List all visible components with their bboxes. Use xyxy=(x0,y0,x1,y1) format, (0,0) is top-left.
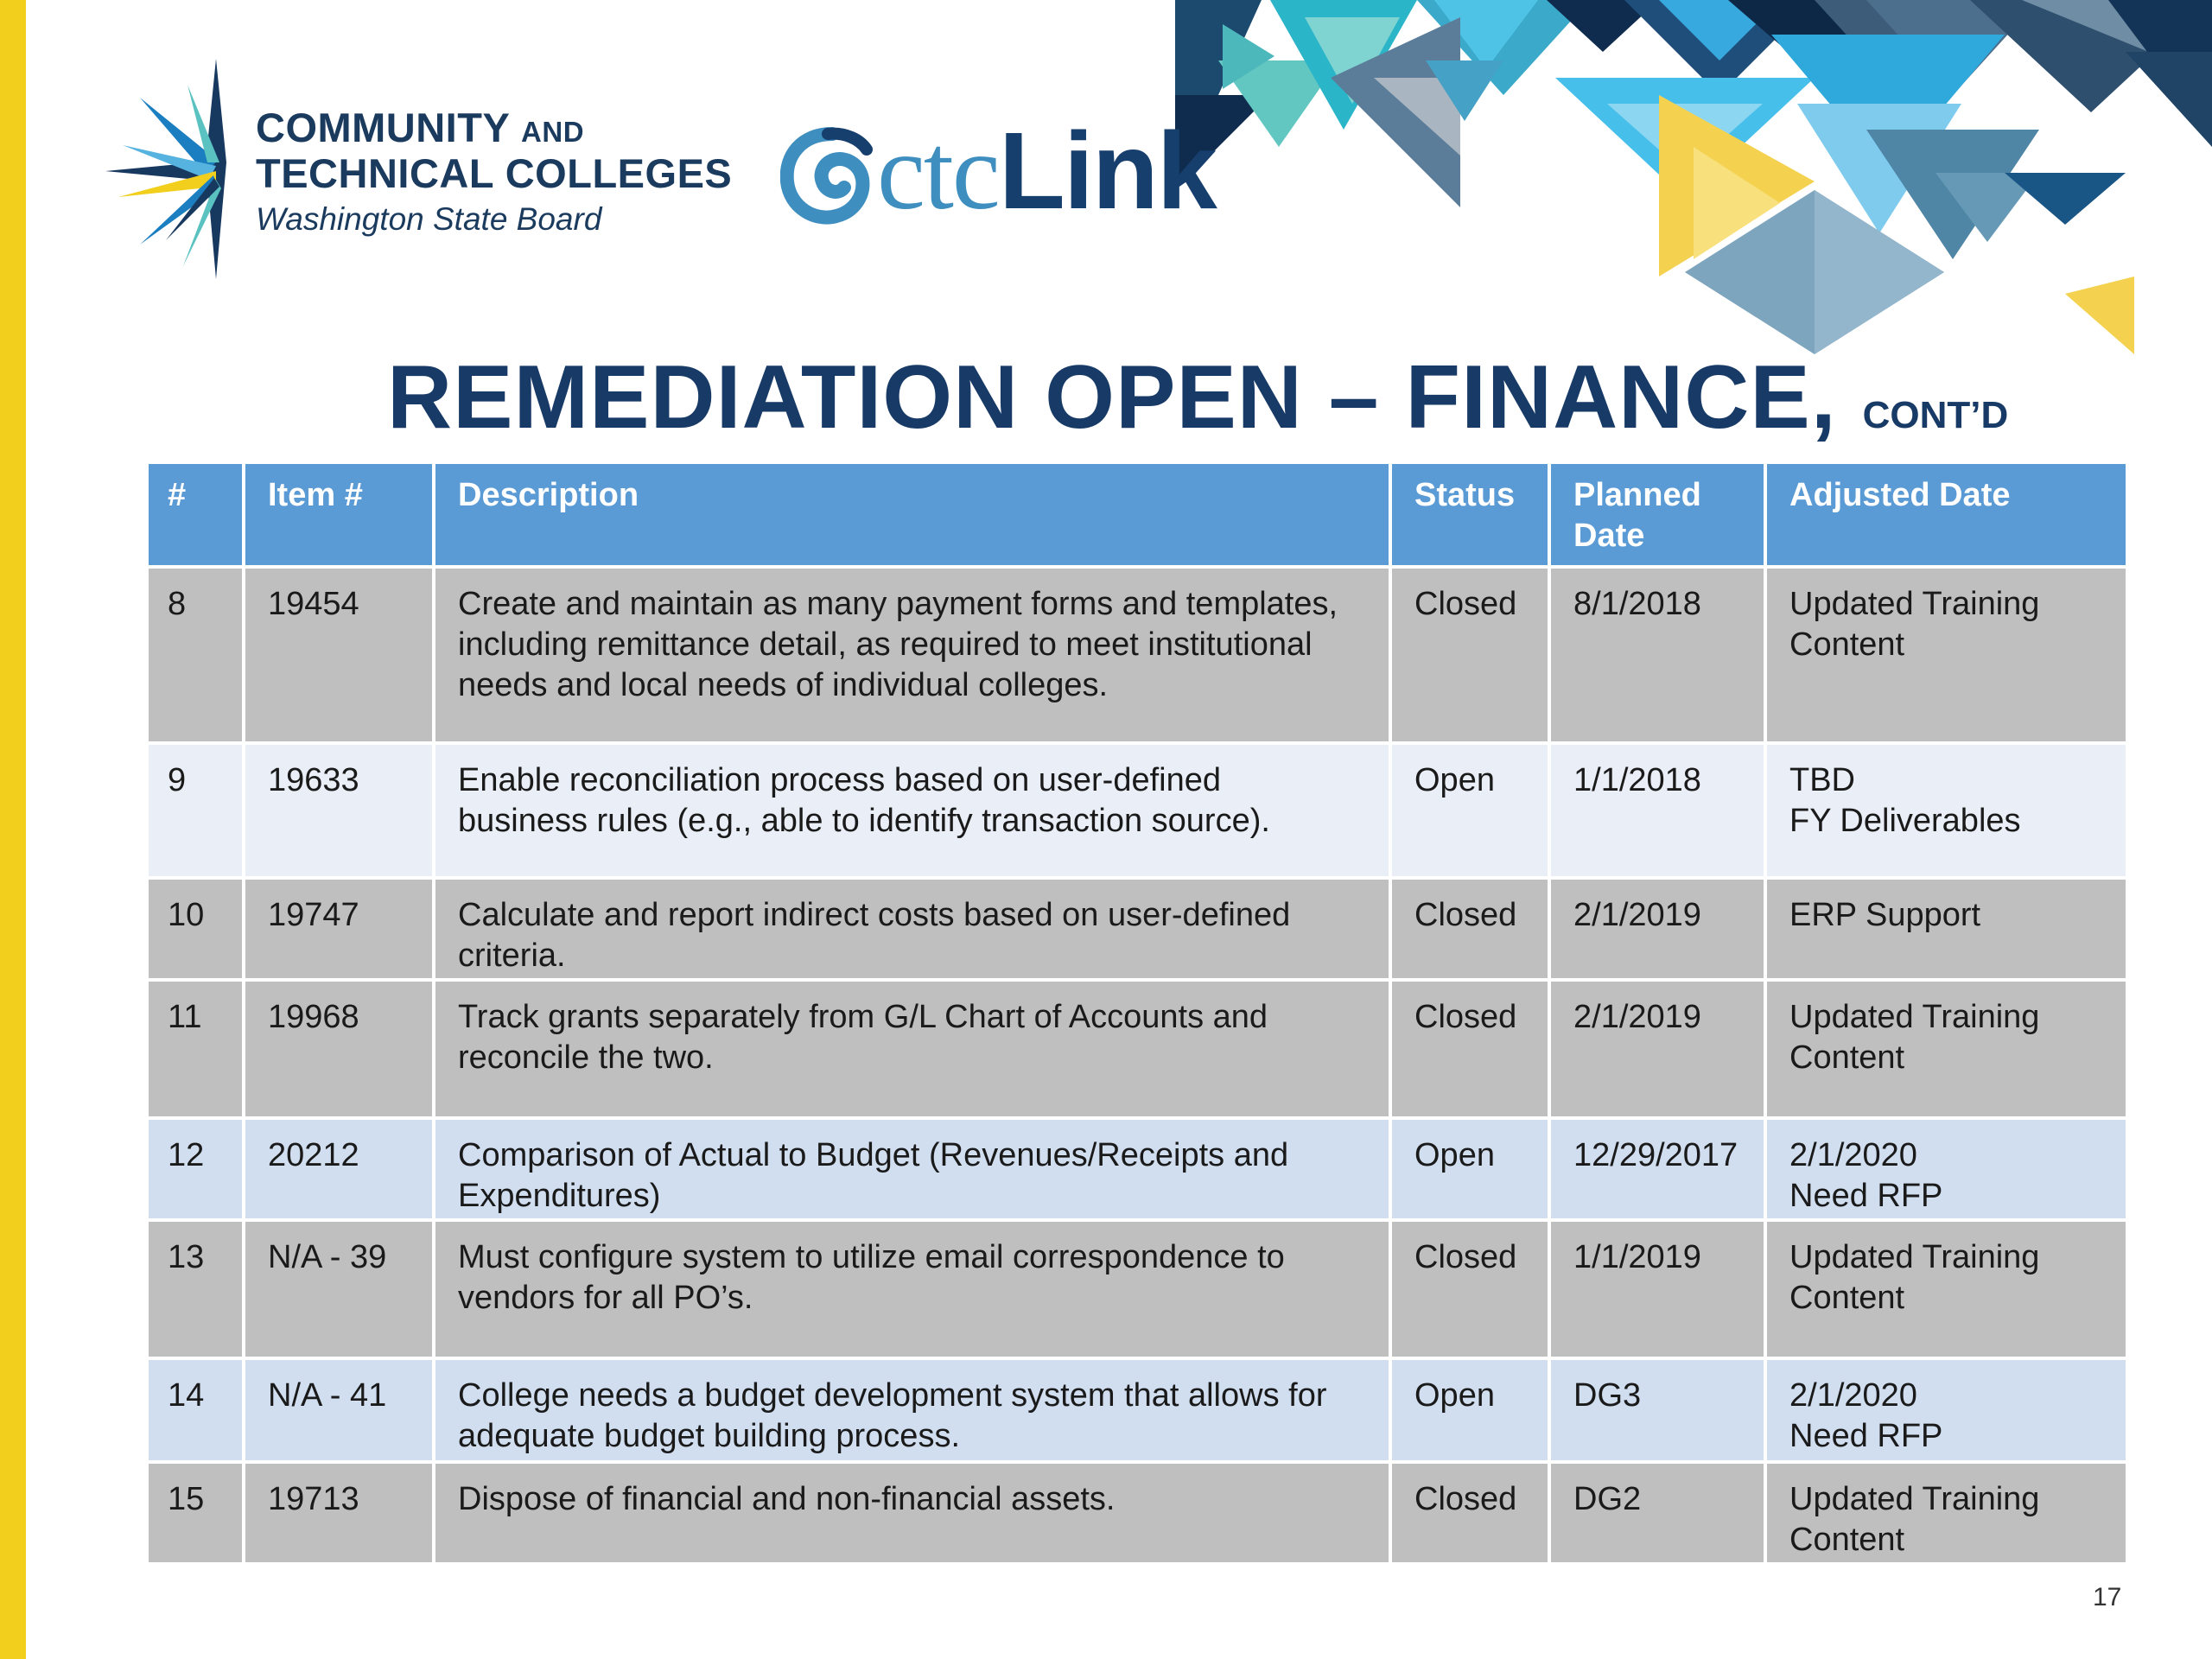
desc-line: Enable reconciliation process based on user-defined xyxy=(458,762,1221,798)
cell-item: N/A - 41 xyxy=(245,1360,432,1460)
cell-description xyxy=(435,569,1389,741)
cell-status: Open xyxy=(1392,1120,1548,1218)
adjusted-line: Need RFP xyxy=(1789,1418,1943,1454)
desc-line: Dispose of financial and non-financial assets. xyxy=(458,1481,1116,1517)
ctclink-logo-text xyxy=(877,111,1216,233)
cell-adjusted-date xyxy=(1767,880,2126,978)
desc-line: Must configure system to utilize email correspondence to xyxy=(458,1239,1285,1275)
cell-adjusted-date xyxy=(1767,1360,2126,1460)
cell-num: 13 xyxy=(149,1222,242,1357)
adjusted-line: Need RFP xyxy=(1789,1178,1943,1214)
cell-planned-date: 1/1/2018 xyxy=(1551,745,1764,876)
cell-status: Open xyxy=(1392,745,1548,876)
adjusted-line: Updated Training xyxy=(1789,1481,2040,1517)
desc-line: including remittance detail, as required to meet institutional xyxy=(458,626,1313,663)
col-header-planned-line2: Date xyxy=(1573,518,1645,554)
cell-item: 19747 xyxy=(245,880,432,978)
cell-planned-date: 2/1/2019 xyxy=(1551,880,1764,978)
desc-line: Expenditures) xyxy=(458,1178,661,1214)
cell-status: Closed xyxy=(1392,1222,1548,1357)
adjusted-line: Updated Training xyxy=(1789,1239,2040,1275)
adjusted-line: Content xyxy=(1789,626,1905,663)
cell-description xyxy=(435,1360,1389,1460)
logo-link: Link xyxy=(998,110,1216,232)
desc-line: adequate budget building process. xyxy=(458,1418,961,1454)
logo-line-state-board: Washington State Board xyxy=(256,201,602,237)
cell-planned-date: DG3 xyxy=(1551,1360,1764,1460)
adjusted-line: Content xyxy=(1789,1280,1905,1316)
logo-ctc: ctc xyxy=(877,112,999,232)
cell-planned-date: DG2 xyxy=(1551,1464,1764,1562)
cell-num: 9 xyxy=(149,745,242,876)
cell-status: Open xyxy=(1392,1360,1548,1460)
table-row xyxy=(149,745,2126,876)
col-header-status: Status xyxy=(1392,464,1548,565)
col-header-adjusted-date: Adjusted Date xyxy=(1767,464,2126,565)
desc-line: College needs a budget development system that allows for xyxy=(458,1377,1327,1414)
desc-line: business rules (e.g., able to identify transaction source). xyxy=(458,803,1270,839)
title-suffix: CONT’D xyxy=(1862,394,2009,436)
desc-line: Calculate and report indirect costs based on user-defined xyxy=(458,897,1291,933)
page-number: 17 xyxy=(2093,1583,2122,1611)
cell-description xyxy=(435,1120,1389,1218)
cell-description xyxy=(435,880,1389,978)
cell-item: 20212 xyxy=(245,1120,432,1218)
table-row xyxy=(149,880,2126,978)
col-header-num: # xyxy=(149,464,242,565)
adjusted-line: Content xyxy=(1789,1039,1905,1076)
cell-description xyxy=(435,745,1389,876)
cell-num: 12 xyxy=(149,1120,242,1218)
cell-adjusted-date xyxy=(1767,1120,2126,1218)
desc-line: needs and local needs of individual colleges. xyxy=(458,667,1109,703)
desc-line: Create and maintain as many payment forms and templates, xyxy=(458,586,1338,622)
adjusted-line: Updated Training xyxy=(1789,999,2040,1035)
adjusted-line: FY Deliverables xyxy=(1789,803,2021,839)
remediation-table-container xyxy=(149,461,2122,1566)
table-row xyxy=(149,1464,2126,1562)
col-header-description: Description xyxy=(435,464,1389,565)
cell-description xyxy=(435,1222,1389,1357)
cell-planned-date: 2/1/2019 xyxy=(1551,982,1764,1116)
cell-status: Closed xyxy=(1392,982,1548,1116)
desc-line: Comparison of Actual to Budget (Revenues/Receipts and xyxy=(458,1137,1289,1173)
cell-item: 19633 xyxy=(245,745,432,876)
decorative-triangles xyxy=(1175,0,2212,380)
desc-line: Track grants separately from G/L Chart of Accounts and xyxy=(458,999,1268,1035)
cell-description xyxy=(435,982,1389,1116)
table-header-row xyxy=(149,464,2126,565)
cell-item: 19454 xyxy=(245,569,432,741)
logo-word-and: AND xyxy=(521,116,585,148)
cell-adjusted-date xyxy=(1767,569,2126,741)
col-header-planned-line1: Planned xyxy=(1573,477,1701,513)
left-accent-bar xyxy=(0,0,26,1659)
table-row xyxy=(149,1120,2126,1218)
cell-num: 14 xyxy=(149,1360,242,1460)
cell-planned-date: 8/1/2018 xyxy=(1551,569,1764,741)
adjusted-line: TBD xyxy=(1789,762,1855,798)
page-title xyxy=(387,346,2008,467)
desc-line: criteria. xyxy=(458,938,566,974)
logo-word-community: COMMUNITY xyxy=(256,105,510,150)
cell-planned-date: 12/29/2017 xyxy=(1551,1120,1764,1218)
adjusted-line: Content xyxy=(1789,1522,1905,1558)
cell-num: 10 xyxy=(149,880,242,978)
desc-line: reconcile the two. xyxy=(458,1039,714,1076)
adjusted-line: 2/1/2020 xyxy=(1789,1377,1917,1414)
cell-planned-date: 1/1/2019 xyxy=(1551,1222,1764,1357)
col-header-item: Item # xyxy=(245,464,432,565)
cell-num: 15 xyxy=(149,1464,242,1562)
cell-status: Closed xyxy=(1392,880,1548,978)
cell-description xyxy=(435,1464,1389,1562)
adjusted-line: ERP Support xyxy=(1789,897,1981,933)
cell-num: 8 xyxy=(149,569,242,741)
cell-item: N/A - 39 xyxy=(245,1222,432,1357)
title-main: REMEDIATION OPEN – FINANCE, xyxy=(387,347,1837,448)
adjusted-line: 2/1/2020 xyxy=(1789,1137,1917,1173)
play-arrow-icon xyxy=(1223,24,1274,89)
adjusted-line: Updated Training xyxy=(1789,586,2040,622)
col-header-planned-date xyxy=(1551,464,1764,565)
remediation-table xyxy=(145,461,2129,1566)
table-row xyxy=(149,1222,2126,1357)
cell-num: 11 xyxy=(149,982,242,1116)
cell-status: Closed xyxy=(1392,1464,1548,1562)
cell-status: Closed xyxy=(1392,569,1548,741)
cell-item: 19713 xyxy=(245,1464,432,1562)
cell-adjusted-date xyxy=(1767,982,2126,1116)
cell-adjusted-date xyxy=(1767,745,2126,876)
starburst-logo-icon xyxy=(105,59,235,279)
table-row xyxy=(149,1360,2126,1460)
ctclink-swirl-icon xyxy=(780,125,875,229)
sbctc-logo-text xyxy=(256,107,732,241)
table-row xyxy=(149,982,2126,1116)
cell-adjusted-date xyxy=(1767,1464,2126,1562)
desc-line: vendors for all PO’s. xyxy=(458,1280,753,1316)
table-row xyxy=(149,569,2126,741)
cell-item: 19968 xyxy=(245,982,432,1116)
logo-line-technical-colleges: TECHNICAL COLLEGES xyxy=(256,150,733,196)
cell-adjusted-date xyxy=(1767,1222,2126,1357)
